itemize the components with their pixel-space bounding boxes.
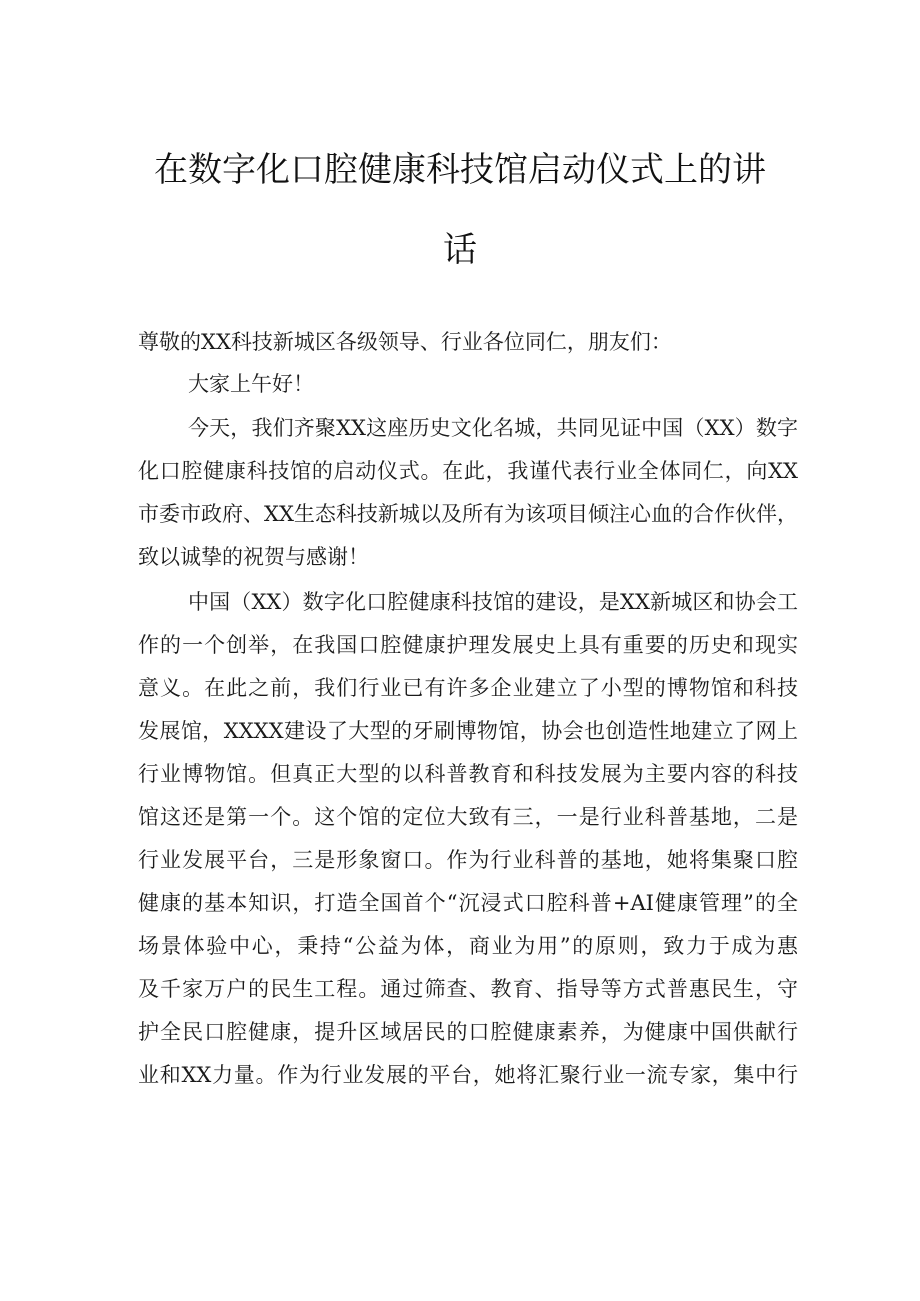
paragraph-line: 中国（XX）数字化口腔健康科技馆的建设，是XX新城区和协会工	[188, 590, 798, 614]
paragraph-line: 行业发展平台，三是形象窗口。作为行业科普的基地，她将集聚口腔	[138, 848, 798, 872]
paragraph-line: 场景体验中心，秉持“公益为体，商业为用”的原则，致力于成为惠	[138, 934, 798, 958]
paragraph-line: 及千家万户的民生工程。通过筛查、教育、指导等方式普惠民生，守	[138, 977, 798, 1001]
paragraph-line: 馆这还是第一个。这个馆的定位大致有三，一是行业科普基地，二是	[138, 805, 798, 829]
paragraph-line: 护全民口腔健康，提升区域居民的口腔健康素养，为健康中国供献行	[138, 1020, 798, 1044]
greeting: 大家上午好！	[188, 372, 314, 396]
paragraph-line: 化口腔健康科技馆的启动仪式。在此，我谨代表行业全体同仁，向XX	[138, 459, 798, 483]
paragraph-line: 健康的基本知识，打造全国首个“沉浸式口腔科普+AI健康管理”的全	[138, 891, 798, 915]
paragraph-line: 意义。在此之前，我们行业已有许多企业建立了小型的博物馆和科技	[138, 676, 798, 700]
paragraph-line: 市委市政府、XX生态科技新城以及所有为该项目倾注心血的合作伙伴，	[138, 502, 798, 526]
paragraph-line: 作的一个创举，在我国口腔健康护理发展史上具有重要的历史和现实	[138, 633, 798, 657]
paragraph-line: 行业博物馆。但真正大型的以科普教育和科技发展为主要内容的科技	[138, 762, 798, 786]
document-title-line-2: 话	[443, 230, 477, 270]
paragraph-line: 今天，我们齐聚XX这座历史文化名城，共同见证中国（XX）数字	[188, 416, 798, 440]
document-title-line-1: 在数字化口腔健康科技馆启动仪式上的讲	[154, 150, 766, 190]
paragraph-line: 发展馆，XXXX建设了大型的牙刷博物馆，协会也创造性地建立了网上	[138, 719, 798, 743]
paragraph-line: 业和XX力量。作为行业发展的平台，她将汇聚行业一流专家，集中行	[138, 1063, 798, 1087]
paragraph-line: 致以诚挚的祝贺与感谢！	[138, 545, 369, 569]
salutation: 尊敬的XX科技新城区各级领导、行业各位同仁，朋友们：	[138, 330, 672, 354]
